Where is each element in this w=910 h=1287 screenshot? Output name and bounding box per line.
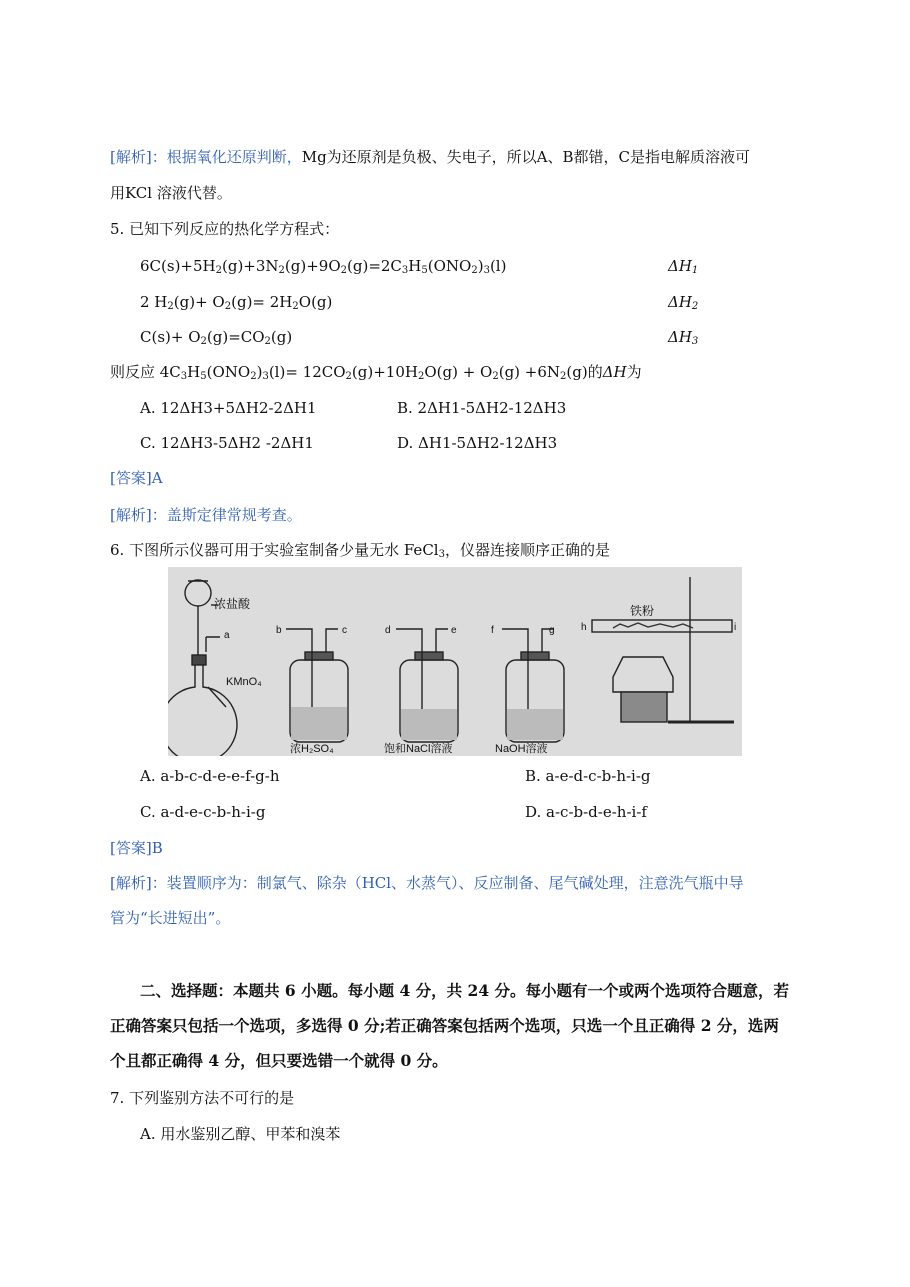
q7-option-a: A. 用水鉴别乙醇、甲苯和溴苯 [140, 1125, 341, 1143]
label-bottle1: 浓H₂SO₄ [290, 743, 334, 755]
apparatus-figure [168, 567, 742, 756]
port-h: h [581, 622, 587, 633]
label-bottle3: NaOH溶液 [495, 743, 548, 755]
q5-eq2: 2 $H_2(g)+ O_2(g)= 2H_2O(g)$ $\Delta H_2$ [140, 293, 699, 312]
q5-option-c: C. 12ΔH3-5ΔH2 -2ΔH1 [140, 434, 314, 452]
q4-analysis-prefix: [解析]：根据氧化还原判断， [110, 148, 302, 166]
q5-stem: 5. 已知下列反应的热化学方程式： [110, 220, 340, 238]
q6-option-b: B. a-e-d-c-b-h-i-g [525, 767, 651, 785]
q5-options-row2 [140, 433, 558, 453]
q4-analysis-line1 [110, 147, 750, 167]
q5-eq1: $6C(s)+5H_2(g)+3N_2(g)+9O_2(g)=2C_3H_5(ONO_2)_3(l)$ $\Delta H_1$ [140, 257, 699, 276]
label-iron-powder: 铁粉 [630, 604, 655, 618]
q4-analysis-line2: 用KCl 溶液代替。 [110, 184, 232, 202]
port-e: e [451, 625, 457, 636]
port-c: c [342, 625, 347, 636]
q6-answer: [答案]B [110, 839, 163, 857]
q5-question: 则反应 $4C_3H_5(ONO_2)_3(l)= 12CO_2(g)+10H_2O(g) + O_2(g) +6N_2(g)$的ΔH为 [110, 363, 642, 382]
q4-analysis-text: Mg为还原剂是负极、失电子，所以A、B都错，C是指电解质溶液可 [301, 148, 751, 166]
q5-options-row1 [140, 398, 567, 418]
port-f: f [491, 625, 494, 636]
q6-option-c: C. a-d-e-c-b-h-i-g [140, 803, 266, 821]
q6-options-row2 [140, 802, 647, 822]
section2-line1: 二、选择题：本题共 6 小题。每小题 4 分，共 24 分。每小题有一个或两个选项符合题意，若 [140, 981, 790, 1000]
port-d: d [385, 625, 391, 636]
q6-analysis-line2: 管为“长进短出”。 [110, 909, 231, 927]
q6-option-d: D. a-c-b-d-e-h-i-f [525, 803, 647, 821]
q5-eq3: $C(s)+ O_2(g)=CO_2(g)$ $\Delta H_3$ [140, 328, 699, 347]
port-a: a [224, 630, 230, 641]
q6-options-row1 [140, 766, 651, 786]
q5-option-b: B. 2ΔH1-5ΔH2-12ΔH3 [397, 399, 567, 417]
q6-option-a: A. a-b-c-d-e-e-f-g-h [140, 767, 280, 785]
port-g: g [549, 625, 555, 636]
q5-option-a: A. 12ΔH3+5ΔH2-2ΔH1 [140, 399, 317, 417]
section2-line3: 个且都正确得 4 分，但只要选错一个就得 0 分。 [110, 1051, 448, 1070]
q6-stem: 6. 下图所示仪器可用于实验室制备少量无水 FeCl$_3$，仪器连接顺序正确的是 [110, 541, 610, 560]
q7-stem: 7. 下列鉴别方法不可行的是 [110, 1089, 295, 1107]
label-kmno4: KMnO₄ [226, 676, 262, 688]
port-b: b [276, 625, 282, 636]
q5-analysis: [解析]：盖斯定律常规考查。 [110, 506, 302, 524]
q5-answer: [答案]A [110, 469, 163, 487]
q5-option-d: D. ΔH1-5ΔH2-12ΔH3 [397, 434, 558, 452]
q6-analysis-line1: [解析]：装置顺序为：制氯气、除杂（HCl、水蒸气）、反应制备、尾气碱处理，注意洗气瓶中导 [110, 874, 744, 892]
port-i: i [734, 622, 737, 633]
section2-line2: 正确答案只包括一个选项，多选得 0 分;若正确答案包括两个选项，只选一个且正确得 2 分，选两 [110, 1016, 779, 1035]
label-bottle2: 饱和NaCl溶液 [384, 743, 453, 755]
label-hcl: 浓盐酸 [214, 597, 251, 611]
